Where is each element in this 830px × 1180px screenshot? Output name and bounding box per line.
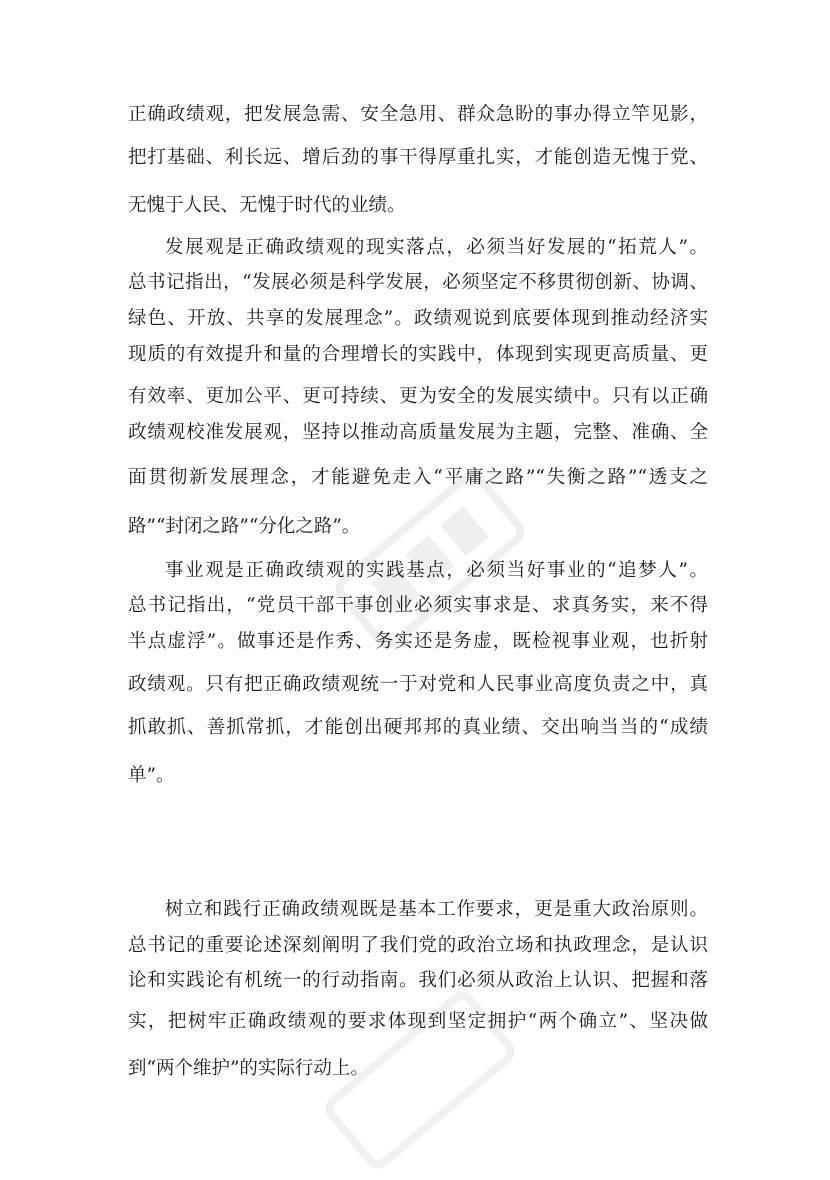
text-line: 抓敢抓、善抓常抓，才能创出硬邦邦的真业绩、交出响当当的“成绩 — [128, 717, 708, 738]
text-line: 绿色、开放、共享的发展理念”。政绩观说到底要体现到推动经济实 — [128, 308, 708, 329]
text-line: 论和实践论有机统一的行动指南。我们必须从政治上认识、把握和落 — [128, 970, 708, 991]
text-line: 事业观是正确政绩观的实践基点，必须当好事业的“追梦人”。 — [165, 560, 708, 581]
text-line: 无愧于人民、无愧于时代的业绩。 — [128, 195, 406, 216]
text-line: 总书记指出，“党员干部干事创业必须实事求是、求真务实，来不得 — [128, 595, 708, 616]
text-line: 树立和践行正确政绩观既是基本工作要求，更是重大政治原则。 — [165, 899, 708, 920]
text-line: 总书记的重要论述深刻阐明了我们党的政治立场和执政理念，是认识 — [128, 935, 708, 956]
text-line: 有效率、更加公平、更可持续、更为安全的发展实绩中。只有以正确 — [128, 386, 708, 407]
text-line: 面贯彻新发展理念，才能避免走入“平庸之路”“失衡之路”“透支之 — [128, 467, 708, 488]
text-line: 实，把树牢正确政绩观的要求体现到坚定拥护“两个确立”、坚决做 — [128, 1011, 708, 1032]
text-line: 正确政绩观，把发展急需、安全急用、群众急盼的事办得立竿见影， — [128, 104, 708, 125]
text-line: 总书记指出，“发展必须是科学发展，必须坚定不移贯彻创新、协调、 — [128, 272, 708, 293]
text-line: 把打基础、利长远、增后劲的事干得厚重扎实，才能创造无愧于党、 — [128, 147, 708, 168]
text-line: 单”。 — [128, 765, 175, 786]
text-line: 现质的有效提升和量的合理增长的实践中，体现到实现更高质量、更 — [128, 344, 708, 365]
text-line: 到“两个维护”的实际行动上。 — [128, 1058, 369, 1079]
text-line: 半点虚浮”。做事还是作秀、务实还是务虚，既检视事业观，也折射 — [128, 631, 708, 652]
text-line: 发展观是正确政绩观的现实落点，必须当好发展的“拓荒人”。 — [165, 237, 708, 258]
text-line: 路”“封闭之路”“分化之路”。 — [128, 516, 361, 537]
text-line: 政绩观校准发展观，坚持以推动高质量发展为主题，完整、准确、全 — [128, 422, 708, 443]
text-line: 政绩观。只有把正确政绩观统一于对党和人民事业高度负责之中，真 — [128, 674, 708, 695]
